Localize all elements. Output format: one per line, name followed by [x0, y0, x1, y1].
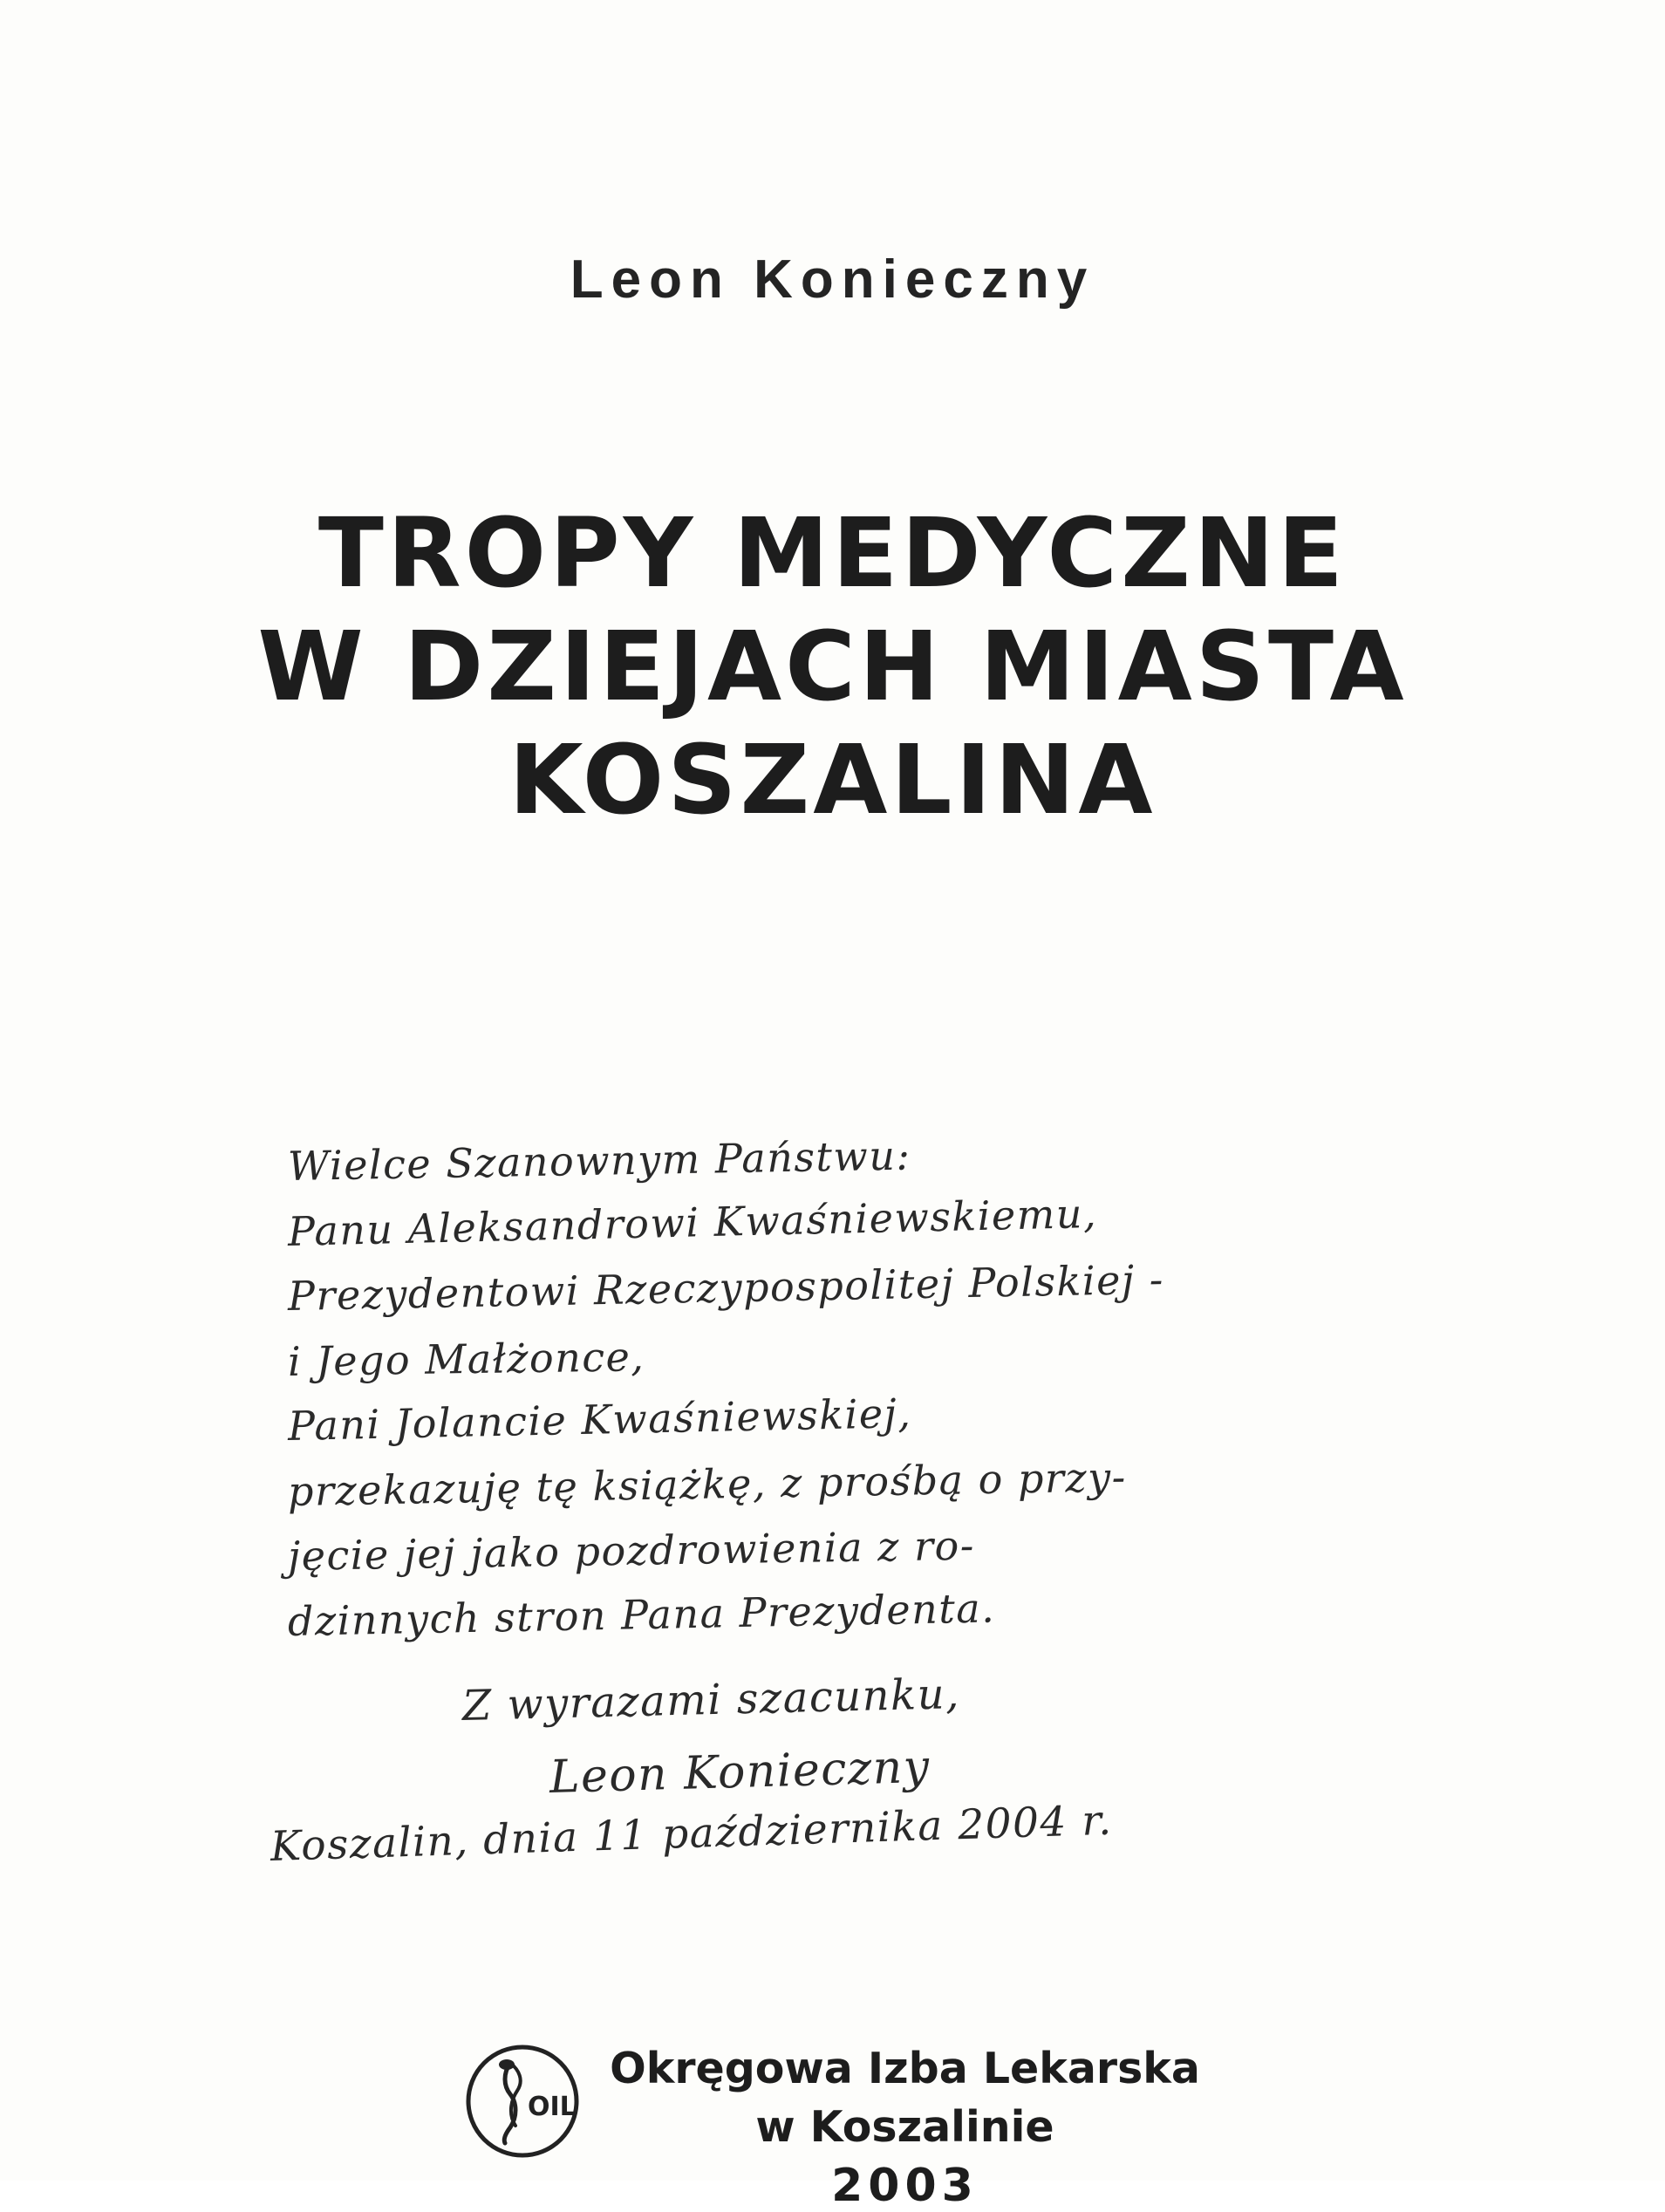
page-author	[0, 249, 1665, 311]
dedication-line-4: i Jego Małżonce,	[287, 1332, 645, 1385]
dedication-place-date: Koszalin, dnia 11 października 2004 r.	[270, 1796, 1114, 1872]
dedication-line-8: dzinnych stron Pana Prezydenta.	[287, 1584, 996, 1645]
dedication-line-1: Wielce Szanownym Państwu:	[287, 1131, 911, 1190]
title-line-2: W DZIEJACH MIASTA	[257, 610, 1408, 722]
dedication-closing: Z wyrazami szacunku,	[461, 1669, 961, 1731]
dedication-line-6: przekazuję tę książkę, z prośbą o przy-	[287, 1452, 1128, 1515]
publisher-name-line-2: w Koszalinie	[755, 2102, 1054, 2153]
oil-caduceus-logo-icon	[465, 2044, 580, 2159]
dedication-line-5: Pani Jolancie Kwaśniewskiej,	[287, 1389, 912, 1451]
handwritten-dedication	[270, 1131, 1439, 1881]
svg-text:OIL: OIL	[528, 2092, 577, 2122]
dedication-line-7: jęcie jej jako pozdrowienia z ro-	[287, 1521, 976, 1580]
author-name: Leon Konieczny	[570, 249, 1095, 310]
page-title	[0, 497, 1665, 836]
publisher-block	[0, 2037, 1665, 2212]
title-line-1: TROPY MEDYCZNE	[317, 497, 1348, 609]
publication-year: 2003	[831, 2159, 979, 2212]
publisher-name-line-1: Okręgowa Izba Lekarska	[610, 2044, 1200, 2093]
dedication-line-3: Prezydentowi Rzeczypospolitej Polskiej -	[287, 1255, 1165, 1321]
dedication-signature: Leon Konieczny	[549, 1740, 931, 1804]
dedication-signature-block	[270, 1669, 1439, 1881]
title-line-3: KOSZALINA	[508, 723, 1157, 836]
dedication-line-2: Panu Aleksandrowi Kwaśniewskiemu,	[287, 1189, 1098, 1255]
